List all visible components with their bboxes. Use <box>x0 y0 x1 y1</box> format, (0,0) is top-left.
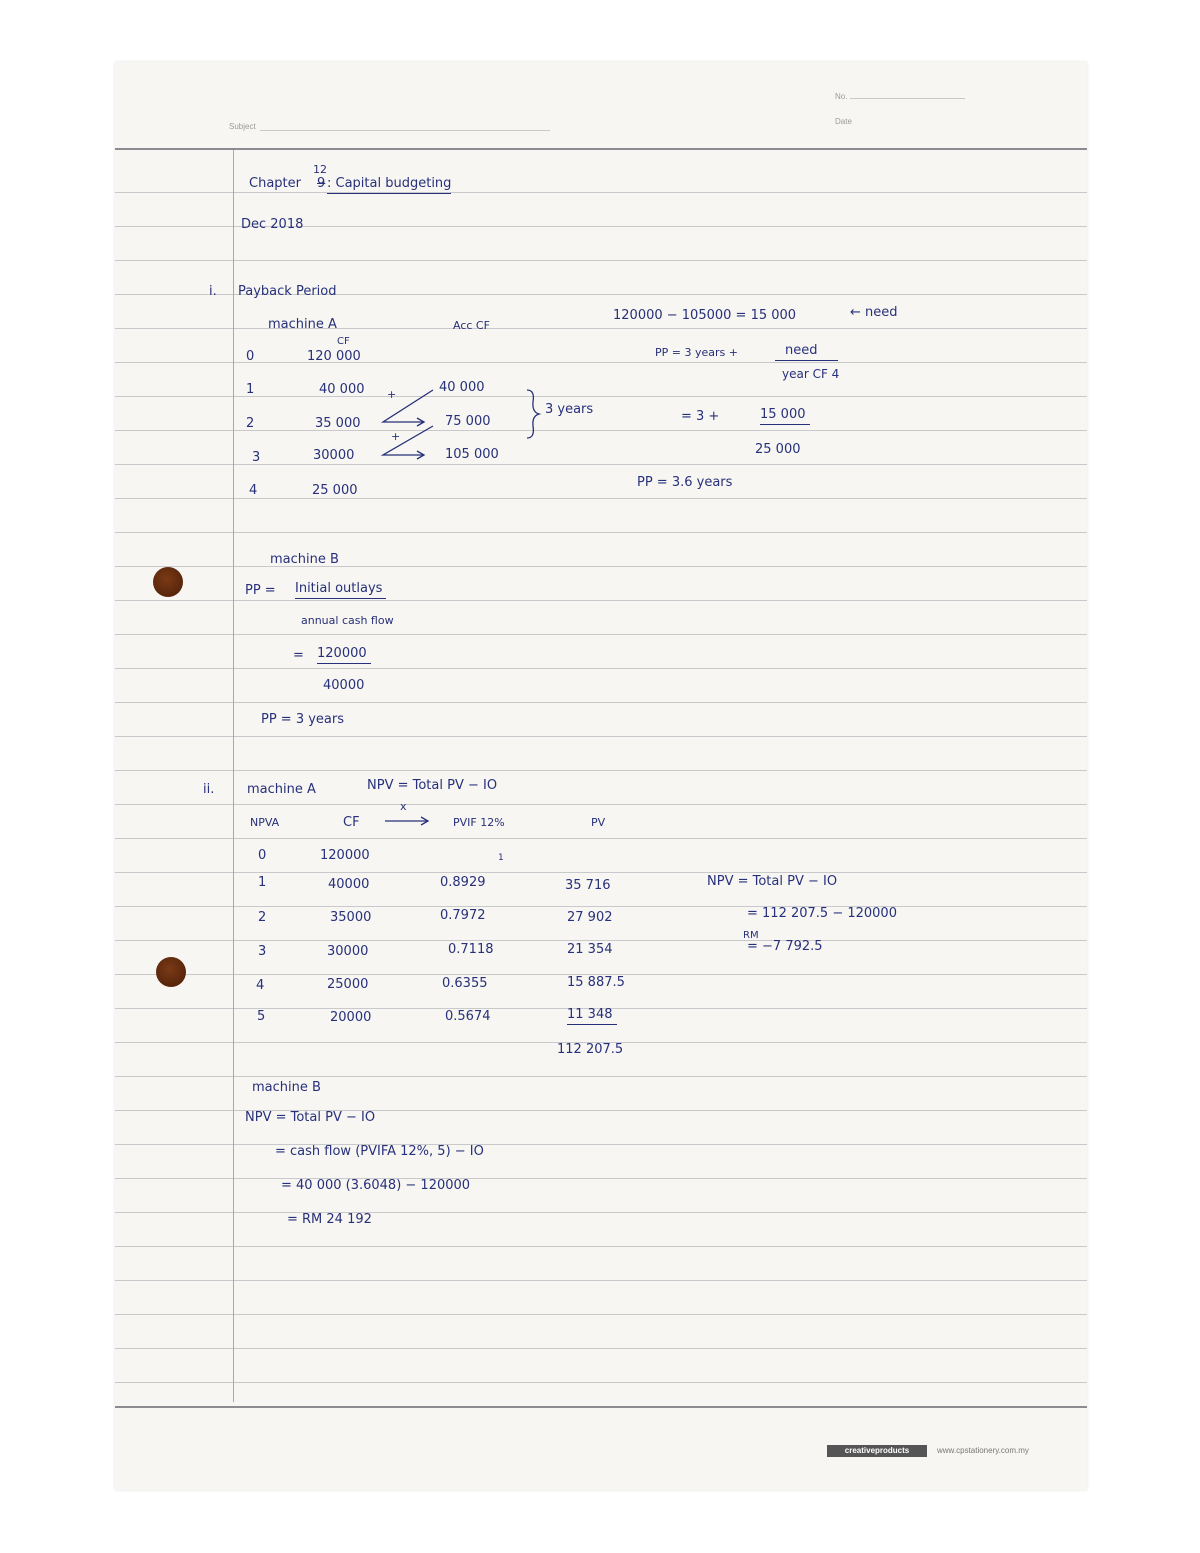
cf-2: 35 000 <box>315 416 361 431</box>
rule-line <box>115 1144 1087 1145</box>
rule-line <box>115 804 1087 805</box>
rule-line <box>115 634 1087 635</box>
rule-line <box>115 906 1087 907</box>
machine-b-label: machine B <box>270 552 339 567</box>
binder-hole <box>153 567 183 597</box>
rule-line <box>115 1246 1087 1247</box>
acc-3: 105 000 <box>445 447 499 462</box>
npv-cf-0: 120000 <box>320 848 370 863</box>
npv-cf-2: 35000 <box>330 910 372 925</box>
pp-sub-lhs: = 3 + <box>681 409 720 424</box>
pp-result-b: PP = 3 years <box>261 712 345 727</box>
year-4: 4 <box>249 483 258 498</box>
npv-pv-1: 35 716 <box>565 878 611 893</box>
npv-pv-4: 15 887.5 <box>567 975 625 990</box>
q1-heading: Payback Period <box>238 284 337 299</box>
subject-label: Subject <box>229 122 256 131</box>
notebook-page <box>115 62 1087 1490</box>
rule-line <box>115 566 1087 567</box>
acc-1: 40 000 <box>439 380 485 395</box>
brand-url: www.cpstationery.com.my <box>937 1446 1029 1455</box>
rule-line <box>115 1348 1087 1349</box>
pp-b-num-val: 120000 <box>317 646 371 664</box>
npv-pvif-0: 1 <box>498 853 504 863</box>
year-3: 3 <box>252 450 261 465</box>
npv-cf-1: 40000 <box>328 877 370 892</box>
npv-year-3: 3 <box>258 944 267 959</box>
machine-a-label: machine A <box>268 317 337 332</box>
cf-3: 30000 <box>313 448 355 463</box>
npv-year-5: 5 <box>257 1009 266 1024</box>
pp-b-eq: = <box>293 648 304 663</box>
plus-sign: + <box>391 430 401 443</box>
q2-machine-a-label: machine A <box>247 782 316 797</box>
pp-sub-num: 15 000 <box>760 407 810 425</box>
npv-a-result: = −7 792.5 <box>747 939 823 954</box>
npv-pvif-2: 0.7972 <box>440 908 486 923</box>
pp-b-num: Initial outlays <box>295 581 386 599</box>
rule-line <box>115 600 1087 601</box>
rule-line <box>115 1382 1087 1383</box>
rule-line <box>115 396 1087 397</box>
col-pvif: PVIF 12% <box>453 816 505 829</box>
pp-result-a: PP = 3.6 years <box>637 475 733 490</box>
multiply-arrow-icon <box>383 814 431 828</box>
three-years-note: 3 years <box>545 402 594 417</box>
q2-marker: ii. <box>203 782 215 797</box>
chapter-title: : Capital budgeting <box>327 176 451 194</box>
q2-machine-b-label: machine B <box>252 1080 321 1095</box>
rule-line <box>115 430 1087 431</box>
no-label: No. <box>835 92 848 101</box>
brand-logo: creativeproducts <box>827 1445 927 1457</box>
rule-line <box>115 770 1087 771</box>
year-0: 0 <box>246 349 255 364</box>
mult-sign: x <box>400 800 407 813</box>
pp-b-den-val: 40000 <box>323 678 365 693</box>
npv-formula: NPV = Total PV − IO <box>367 778 498 793</box>
bottom-rule <box>115 1406 1087 1408</box>
npv-year-4: 4 <box>256 978 265 993</box>
npv-b-result: = RM 24 192 <box>287 1212 372 1227</box>
chapter-number-new: 12 <box>313 163 327 176</box>
calc-difference: 120000 − 105000 = 15 000 <box>613 308 797 323</box>
cf-4: 25 000 <box>312 483 358 498</box>
total-pv: 112 207.5 <box>557 1042 624 1057</box>
plus-sign: + <box>387 388 397 401</box>
rule-line <box>115 736 1087 737</box>
rule-line <box>115 1314 1087 1315</box>
npv-b-line-3: = 40 000 (3.6048) − 120000 <box>281 1178 471 1193</box>
col-cf: CF <box>343 815 360 830</box>
npv-pv-5: 11 348 <box>567 1007 617 1025</box>
acc-cf-header: Acc CF <box>453 319 490 332</box>
accumulation-arrows-icon <box>377 382 447 462</box>
rule-line <box>115 1178 1087 1179</box>
npv-pvif-5: 0.5674 <box>445 1009 491 1024</box>
top-rule <box>115 148 1087 150</box>
rule-line <box>115 1076 1087 1077</box>
need-tag: ← need <box>850 305 898 320</box>
chapter-number-old: 9 <box>317 176 326 191</box>
pp-formula-den: year CF 4 <box>782 367 840 381</box>
rule-line <box>115 668 1087 669</box>
npv-side-sub: = 112 207.5 − 120000 <box>747 906 897 921</box>
npv-pvif-1: 0.8929 <box>440 875 486 890</box>
binder-hole <box>156 957 186 987</box>
npv-b-line-2: = cash flow (PVIFA 12%, 5) − IO <box>275 1144 484 1159</box>
brace-icon <box>523 388 543 440</box>
rule-line <box>115 702 1087 703</box>
col-npva: NPVA <box>250 816 280 829</box>
pp-formula-lhs: PP = 3 years + <box>655 346 738 359</box>
acc-2: 75 000 <box>445 414 491 429</box>
year-2: 2 <box>246 416 255 431</box>
pp-b-lhs: PP = <box>245 583 276 598</box>
rule-line <box>115 1280 1087 1281</box>
subject-line <box>260 130 550 131</box>
no-line <box>850 98 965 99</box>
margin-line <box>233 150 234 1402</box>
cf-0: 120 000 <box>307 349 361 364</box>
rule-line <box>115 260 1087 261</box>
pp-b-den: annual cash flow <box>301 614 394 627</box>
npv-side-formula: NPV = Total PV − IO <box>707 874 838 889</box>
col-pv: PV <box>591 816 606 829</box>
cf-1: 40 000 <box>319 382 365 397</box>
rule-line <box>115 940 1087 941</box>
rule-line <box>115 192 1087 193</box>
exam-date: Dec 2018 <box>241 217 304 232</box>
date-label: Date <box>835 117 852 126</box>
rule-line <box>115 872 1087 873</box>
pp-sub-den: 25 000 <box>755 442 801 457</box>
npv-cf-4: 25000 <box>327 977 369 992</box>
year-1: 1 <box>246 382 255 397</box>
npv-year-0: 0 <box>258 848 267 863</box>
rule-line <box>115 1212 1087 1213</box>
rule-line <box>115 838 1087 839</box>
chapter-word: Chapter <box>249 176 301 191</box>
npv-cf-3: 30000 <box>327 944 369 959</box>
npv-cf-5: 20000 <box>330 1010 372 1025</box>
npv-year-2: 2 <box>258 910 267 925</box>
rule-line <box>115 328 1087 329</box>
npv-pv-2: 27 902 <box>567 910 613 925</box>
npv-pvif-3: 0.7118 <box>448 942 494 957</box>
rm-label: RM <box>743 930 759 941</box>
rule-line <box>115 362 1087 363</box>
npv-b-line-1: NPV = Total PV − IO <box>245 1110 376 1125</box>
cf-header: CF <box>337 336 350 347</box>
npv-pv-3: 21 354 <box>567 942 613 957</box>
npv-year-1: 1 <box>258 875 267 890</box>
q1-marker: i. <box>209 284 217 299</box>
rule-line <box>115 464 1087 465</box>
rule-line <box>115 498 1087 499</box>
pp-formula-num: need <box>775 343 838 361</box>
npv-pvif-4: 0.6355 <box>442 976 488 991</box>
rule-line <box>115 532 1087 533</box>
